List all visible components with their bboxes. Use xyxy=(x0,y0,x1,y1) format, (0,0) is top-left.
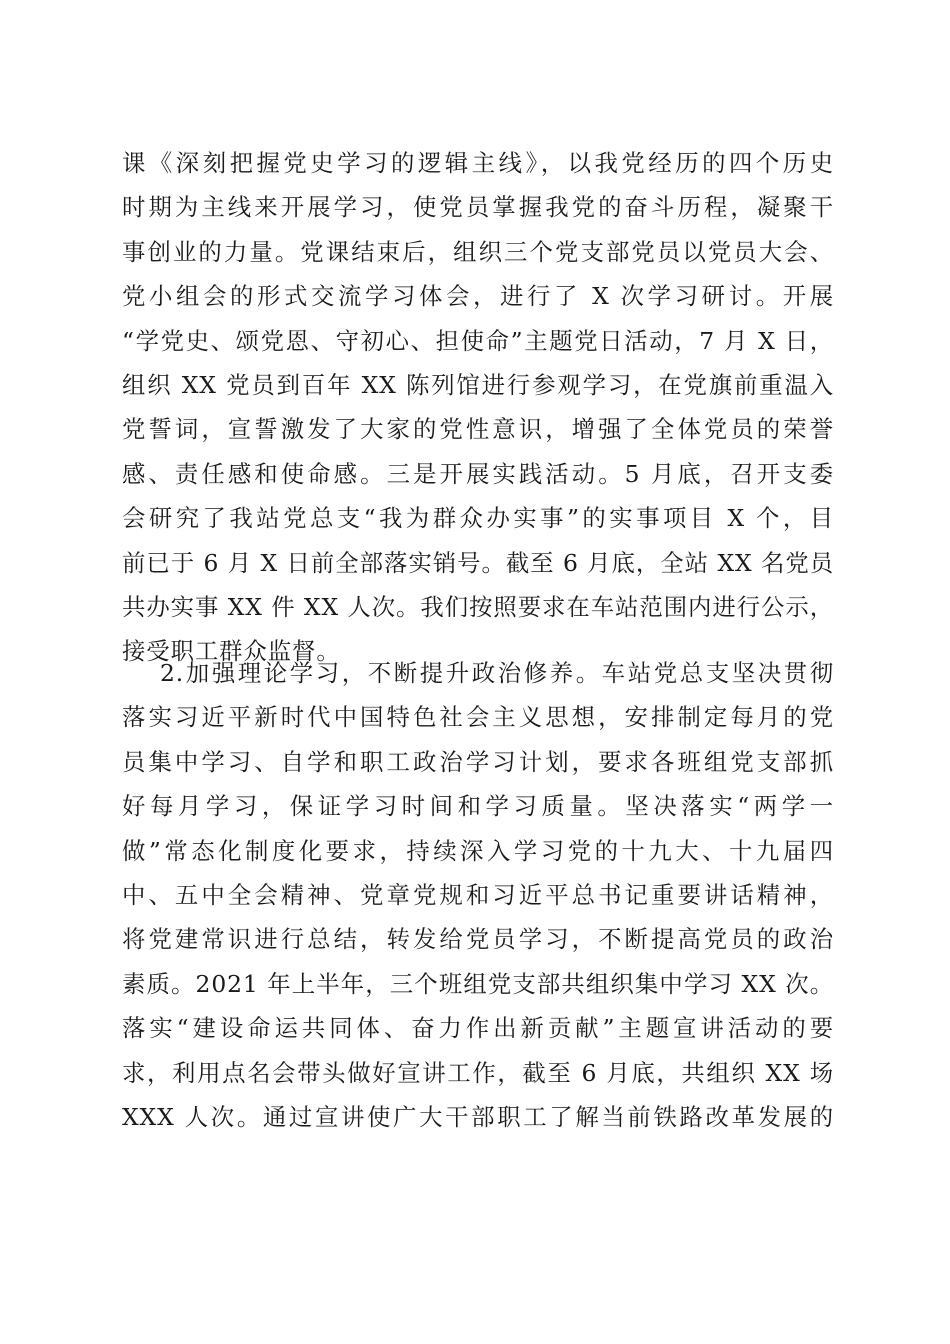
paragraph-line: 落实习近平新时代中国特色社会主义思想，安排制定每月的党 xyxy=(122,703,834,732)
paragraph-line: 好每月学习，保证学习时间和学习质量。坚决落实“两学一 xyxy=(122,792,834,821)
paragraph-line: 前已于 6 月 X 日前全部落实销号。截至 6 月底，全站 XX 名党员 xyxy=(122,548,834,577)
paragraph-practice-activities xyxy=(122,141,834,674)
paragraph-line: 将党建常识进行总结，转发给党员学习，不断提高党员的政治 xyxy=(122,925,834,954)
paragraph-line: 求，利用点名会带头做好宣讲工作，截至 6 月底，共组织 XX 场 xyxy=(122,1058,834,1087)
paragraph-theory-study xyxy=(122,651,834,1139)
paragraph-line: 做”常态化制度化要求，持续深入学习党的十九大、十九届四 xyxy=(122,836,834,865)
paragraph-line: XXX 人次。通过宣讲使广大干部职工了解当前铁路改革发展的 xyxy=(122,1102,834,1131)
paragraph-line: 时期为主线来开展学习，使党员掌握我党的奋斗历程，凝聚干 xyxy=(122,193,834,222)
paragraph-line: 接受职工群众监督。 xyxy=(122,637,341,666)
paragraph-line: 组织 XX 党员到百年 XX 陈列馆进行参观学习，在党旗前重温入 xyxy=(122,370,834,399)
paragraph-line: 员集中学习、自学和职工政治学习计划，要求各班组党支部抓 xyxy=(122,747,834,776)
paragraph-line: 素质。2021 年上半年，三个班组党支部共组织集中学习 XX 次。 xyxy=(122,969,834,998)
paragraph-line: 党小组会的形式交流学习体会，进行了 X 次学习研讨。开展 xyxy=(122,282,834,311)
paragraph-line: 事创业的力量。党课结束后，组织三个党支部党员以党员大会、 xyxy=(122,237,834,266)
paragraph-line: 落实“建设命运共同体、奋力作出新贡献”主题宣讲活动的要 xyxy=(122,1014,834,1043)
paragraph-line: 2.加强理论学习，不断提升政治修养。车站党总支坚决贯彻 xyxy=(160,659,834,687)
paragraph-line: 共办实事 XX 件 XX 人次。我们按照要求在车站范围内进行公示， xyxy=(122,592,834,621)
paragraph-line: 课《深刻把握党史学习的逻辑主线》，以我党经历的四个历史 xyxy=(122,149,834,177)
paragraph-line: “学党史、颂党恩、守初心、担使命”主题党日活动，7 月 X 日， xyxy=(122,326,834,355)
paragraph-line: 会研究了我站党总支“我为群众办实事”的实事项目 X 个，目 xyxy=(122,504,834,533)
paragraph-line: 党誓词，宣誓激发了大家的党性意识，增强了全体党员的荣誉 xyxy=(122,415,834,444)
paragraph-line: 中、五中全会精神、党章党规和习近平总书记重要讲话精神， xyxy=(122,880,834,909)
paragraph-line: 感、责任感和使命感。三是开展实践活动。5 月底，召开支委 xyxy=(122,459,834,488)
